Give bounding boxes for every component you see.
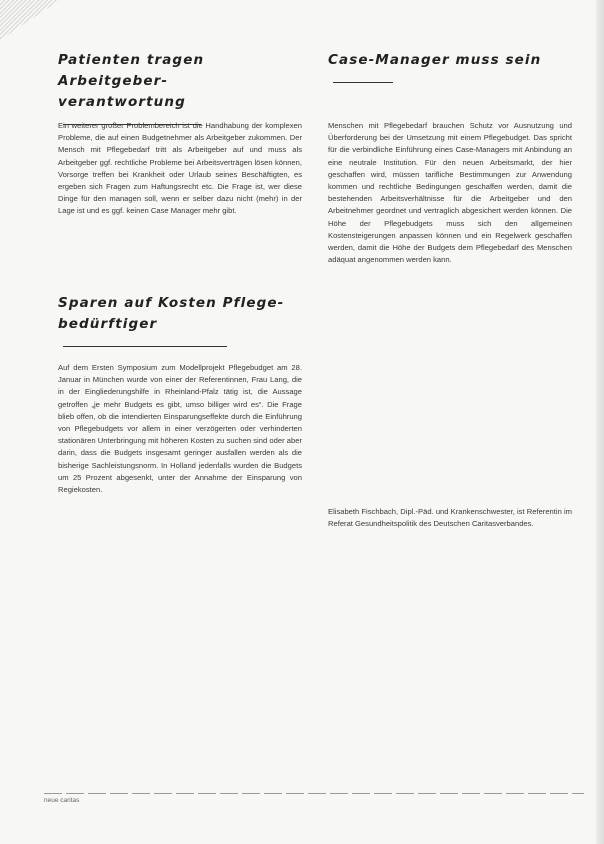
- section-heading-sparen: [58, 293, 302, 356]
- heading-rule: [63, 346, 227, 347]
- heading-line-1: Case-Manager muss sein: [328, 52, 542, 68]
- right-section-body: [328, 120, 572, 266]
- footer-publication-label: neue caritas: [44, 797, 80, 804]
- heading-line-2: verantwortung: [58, 94, 186, 110]
- left-section-2-body: [58, 362, 302, 496]
- heading-line-1: Patienten tragen Arbeitgeber-: [58, 52, 205, 89]
- author-note-block: [328, 506, 572, 530]
- left-section-2-heading: [58, 293, 302, 356]
- section-heading-case-manager: [328, 50, 572, 92]
- paragraph-sparen: Auf dem Ersten Symposium zum Modellprojekt Pflegebudget am 28. Januar in München wurde von einer der Referentinnen, Frau Lang, die in der Eingliederungshilfe in Rheinland-Pfalz tätig ist, die Aussage getroffen „je mehr Budgets es gibt, umso billiger wird es“. Die Frage blieb offen, ob die intendierten Einsparungseffekte durch die Einführung von Pflegebudgets vor allem in einer verzögerten oder verhinderten stationären Unterbringung mit höheren Kosten zu suchen sind oder aber darin, dass die Budgets insgesamt geringer ausfallen werden als die bisherige Sachleistungsnorm. In Holland jedenfalls wurden die Budgets um 25 Prozent abgesenkt, unter der Annahme der Einsparung von Regiekosten.: [58, 363, 302, 495]
- heading-rule: [333, 82, 393, 83]
- paragraph-case-manager: Menschen mit Pflegebedarf brauchen Schutz vor Ausnutzung und Überforderung bei der Umsetzung mit einem Pflegebudget. Das spricht für die verbindliche Einführung eines Case-Managers mit Anbindung an eine neutrale Institution. Für den neuen Arbeitsmarkt, der hier geschaffen wird, müssen tarifliche Bestimmungen zur Anwendung kommen und rechtliche Bedingungen geschaffen werden, damit die bestehenden Arbeitsverhältnisse für die Arbeitgeber und den Arbeitnehmer geordnet und vertraglich abgesichert werden können. Die Höhe der Pflegebudgets muss sich den allgemeinen Kostensteigerungen anpassen können und ein Regelwerk geschaffen werden, damit die Höhe der Budgets dem Pflegebedarf des Menschen adäquat angenommen werden kann.: [328, 121, 572, 265]
- paragraph-arbeitgeber: Ein weiterer großer Problembereich ist die Handhabung der komplexen Probleme, die auf einen Budgetnehmer als Arbeitgeber zukommen. Der Mensch mit Pflegebedarf tritt als Arbeitgeber auf und muss als Arbeitgeber ggf. rechtliche Probleme bei Arbeitsverträgen lösen können, Vorsorge treffen bei Krankheit oder Urlaub seines Beschäftigten, es ergeben sich Fragen zum Haftungsrecht etc. Die Frage ist, wer diese Dinge für den managen soll, wenn er selber dazu nicht (mehr) in der Lage ist und es ggf. keinen Case Manager mehr gibt.: [58, 121, 302, 216]
- footer-rule: [44, 793, 584, 794]
- heading-line-2: bedürftiger: [58, 316, 158, 332]
- left-section-1-body: [58, 120, 302, 218]
- heading-line-1: Sparen auf Kosten Pflege-: [58, 295, 285, 311]
- scan-right-edge: [596, 0, 604, 844]
- scan-corner-artifact: [0, 0, 60, 40]
- author-note: Elisabeth Fischbach, Dipl.-Päd. und Krankenschwester, ist Referentin im Referat Gesundheitspolitik des Deutschen Caritasverbandes.: [328, 507, 572, 529]
- right-column: [328, 50, 572, 92]
